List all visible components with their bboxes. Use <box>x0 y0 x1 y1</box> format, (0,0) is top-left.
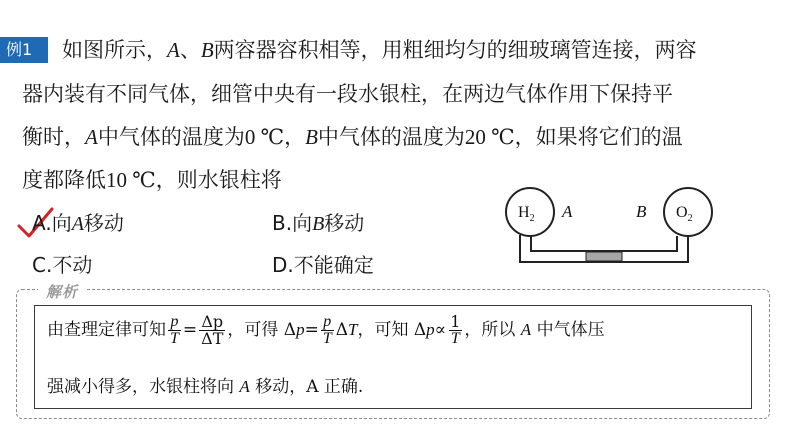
solution-line-1: 由查理定律可知 $\frac{p}{T}$ = $\frac{\Delta p}{\Delta T}$ ，可得 Δp= $\frac{p}{T}$ ΔT，可知 Δp∝ $\frac{1}{T}$ ，所以 A 中气体压 <box>47 312 605 348</box>
option-c[interactable]: C.不动 <box>32 253 93 277</box>
question-line-1: 如图所示，A、B两容器容积相等，用粗细均匀的细玻璃管连接，两容 <box>62 38 697 62</box>
example-badge: 例1 <box>0 37 48 63</box>
question-line-2: 器内装有不同气体，细管中央有一段水银柱，在两边气体作用下保持平 <box>22 82 673 106</box>
solution-content <box>34 305 752 409</box>
o2-label: $O_2$ <box>676 204 693 224</box>
solution-label: 解析 <box>38 281 86 302</box>
mercury-column <box>586 252 622 261</box>
solution-line-2: 强减小得多，水银柱将向 A 移动，A 正确. <box>47 377 364 397</box>
option-d[interactable]: D.不能确定 <box>272 253 374 277</box>
option-a[interactable]: A.向A移动 <box>32 211 124 235</box>
question-line-3: 衡时，A中气体的温度为0 ℃，B中气体的温度为20 ℃，如果将它们的温 <box>22 125 683 149</box>
label-a: A <box>562 202 573 221</box>
container-b <box>664 188 712 236</box>
option-b[interactable]: B.向B移动 <box>272 211 365 235</box>
label-b: B <box>636 202 647 221</box>
container-a <box>506 188 554 236</box>
question-line-4: 度都降低10 ℃，则水银柱将 <box>22 168 282 192</box>
container-diagram <box>504 184 744 268</box>
h2-label: $H_2$ <box>518 204 535 224</box>
